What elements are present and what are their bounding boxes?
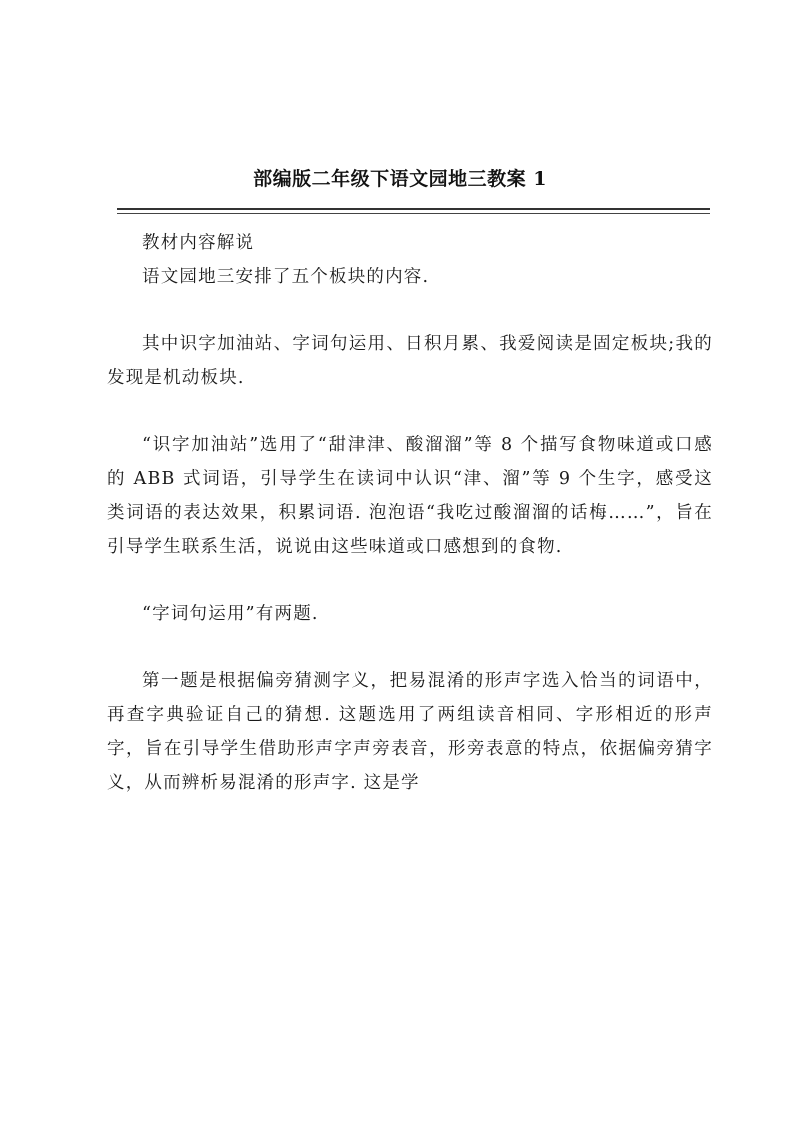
paragraph-gap [107, 395, 713, 428]
paragraph: 其中识字加油站、字词句运用、日积月累、我爱阅读是固定板块;我的发现是机动板块. [107, 334, 713, 388]
paragraph: “字词句运用”有两题. [142, 604, 319, 624]
paragraph: 第一题是根据偏旁猜测字义，把易混淆的形声字选入恰当的词语中，再查字典验证自己的猜想. 这题选用了两组读音相同、字形相近的形声字，旨在引导学生借助形声字声旁表音，形旁表意的特点，依据偏旁猜字义，从而辨析易混淆的形声字. 这是学 [107, 671, 713, 793]
title-divider-thin [117, 213, 710, 214]
section-heading: 教材内容解说 [142, 233, 255, 253]
title-divider [117, 208, 710, 210]
paragraph-gap [107, 294, 713, 327]
paragraph-gap [107, 631, 713, 664]
paragraph-gap [107, 564, 713, 597]
document-body [107, 226, 713, 800]
document-title: 部编版二年级下语文园地三教案 1 [253, 168, 547, 190]
paragraph: “识字加油站”选用了“甜津津、酸溜溜”等 8 个描写食物味道或口感的 ABB 式词语，引导学生在读词中认识“津、溜”等 9 个生字，感受这类词语的表达效果，积累词语. 泡泡语“我吃过酸溜溜的话梅……”，旨在引导学生联系生活，说说由这些味道或口感想到的食物. [107, 435, 713, 557]
paragraph: 语文园地三安排了五个板块的内容. [142, 267, 430, 287]
